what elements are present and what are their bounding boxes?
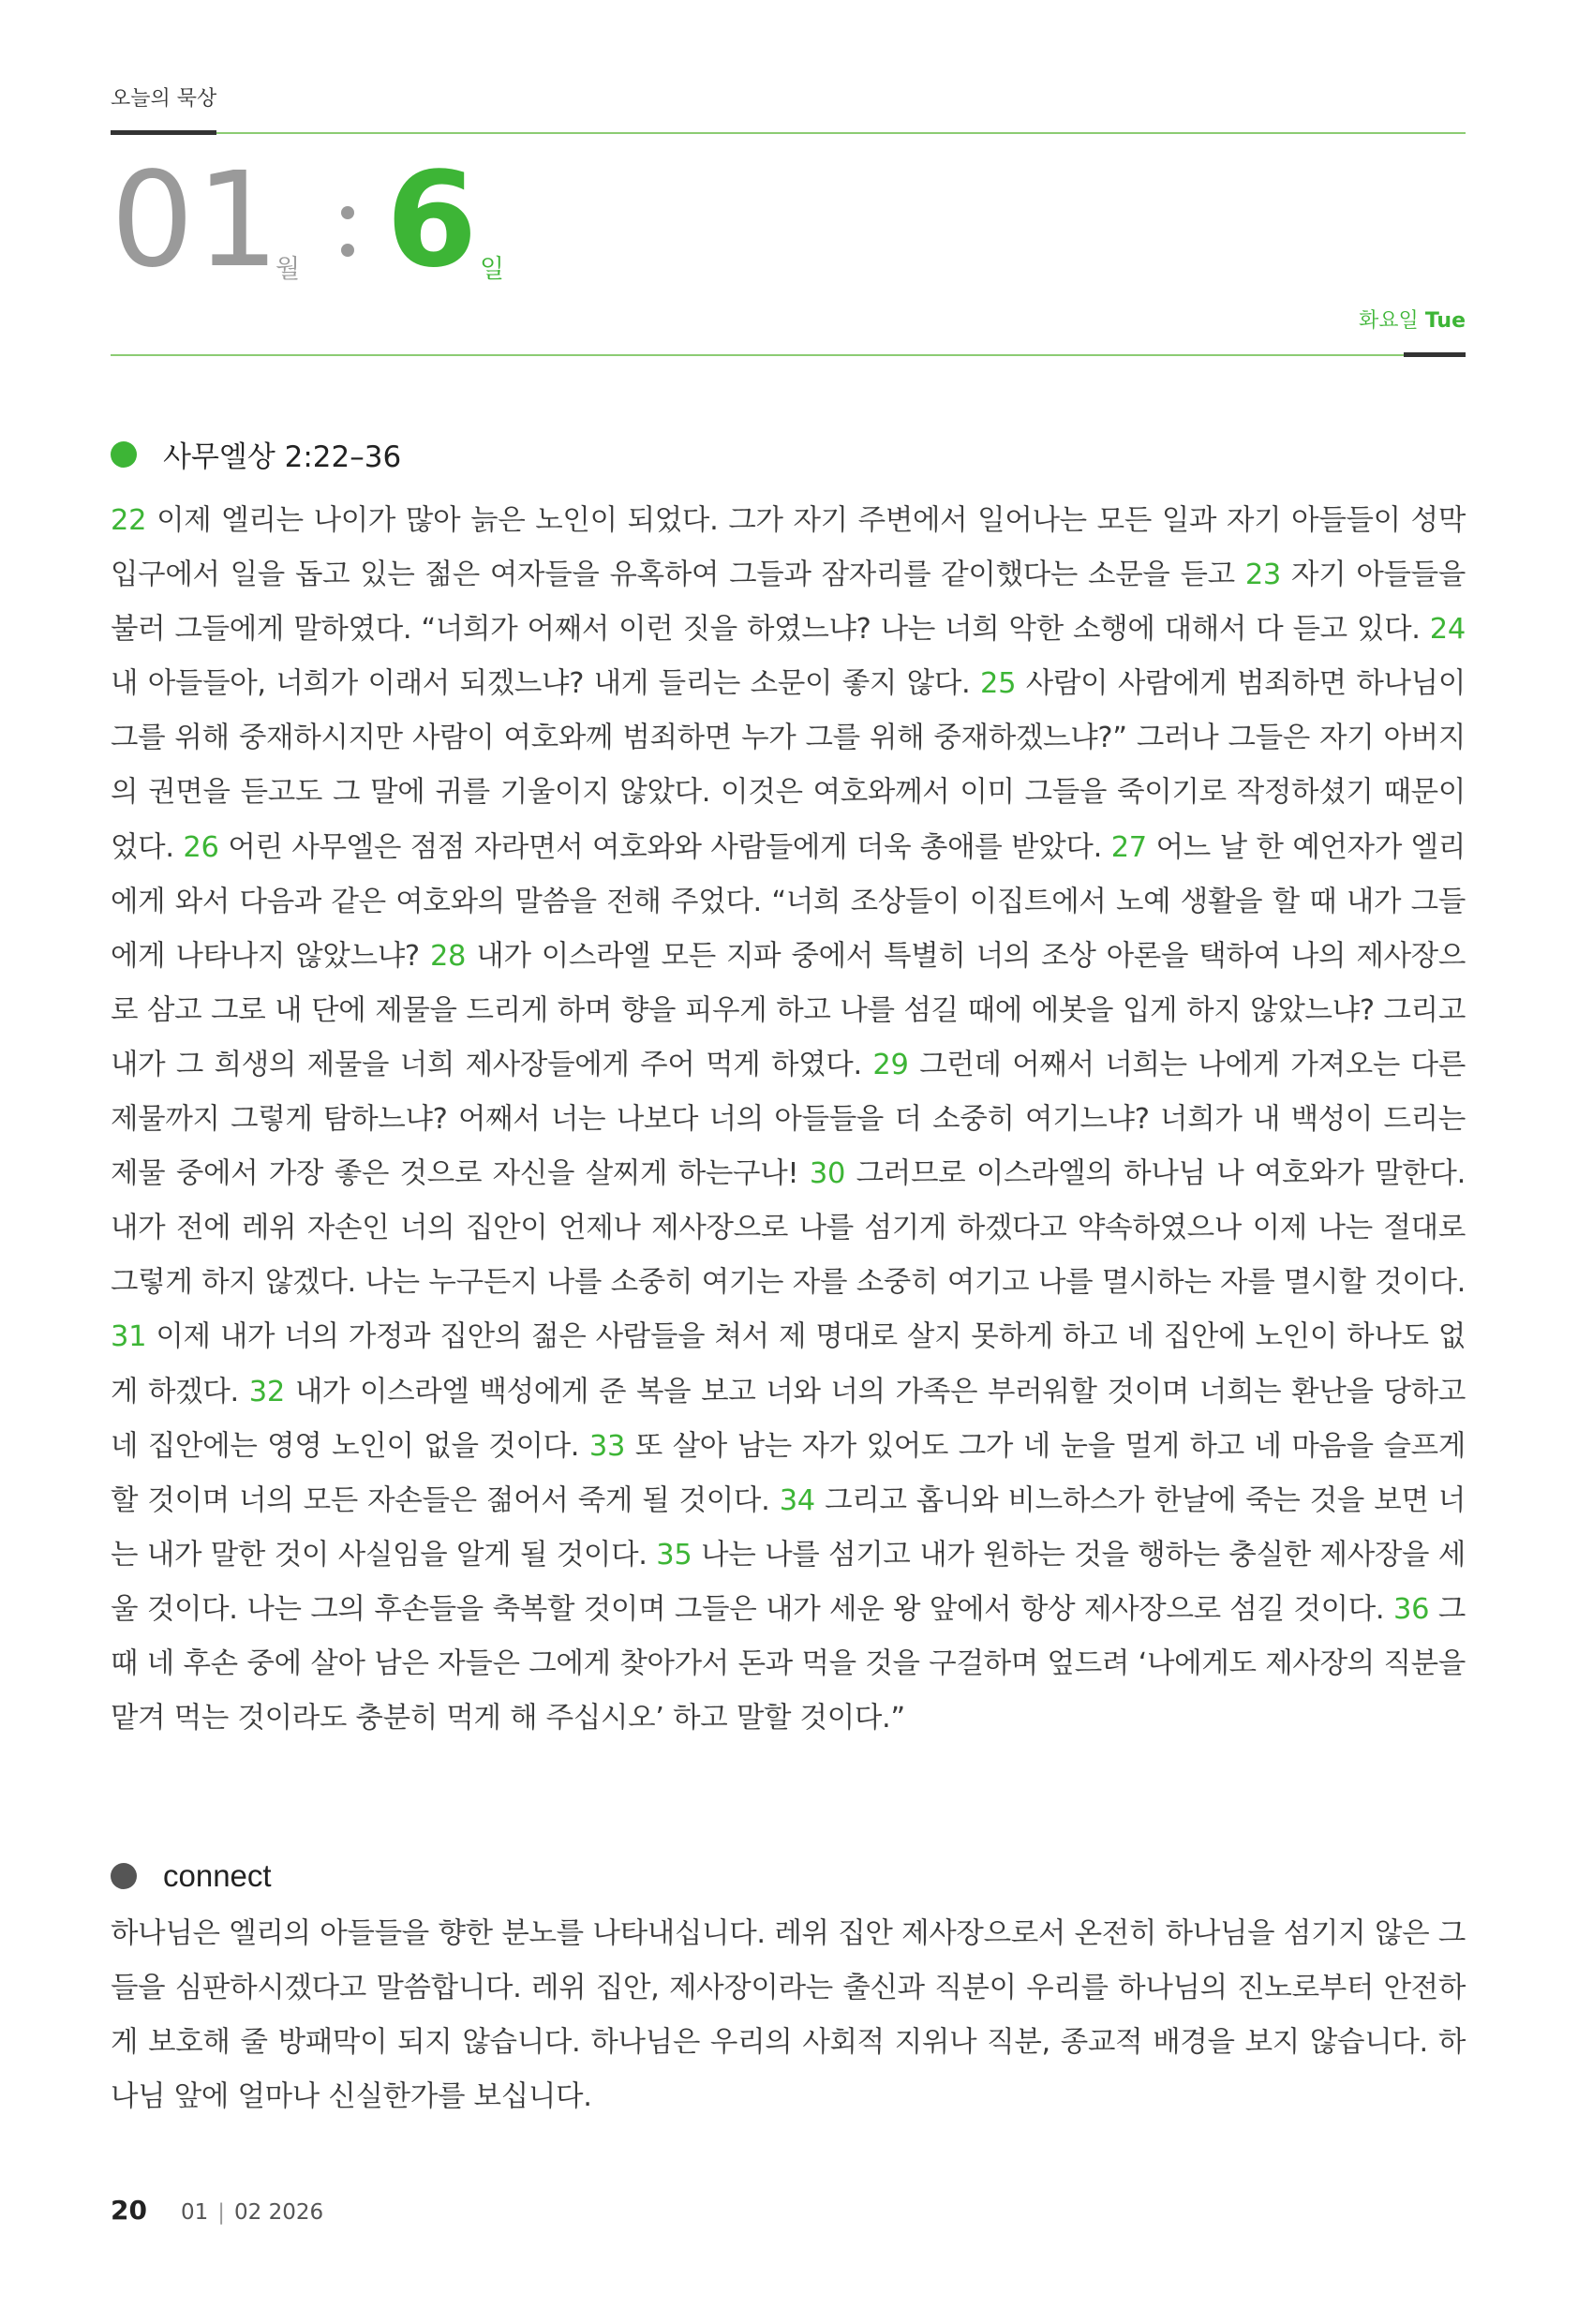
- verse-number: 22: [111, 504, 147, 537]
- verse-number: 31: [111, 1320, 147, 1354]
- verse-text: 또 살아 남는 자가 있어도 그가 네 눈을 멀게 하고 네 마음을 슬프게 할 것이며 너의 모든 자손들은 젊어서 죽게 될 것이다.: [111, 1429, 1466, 1517]
- verse-number: 30: [809, 1157, 846, 1191]
- bullet-dot-icon: [111, 441, 137, 468]
- date-day: 6: [386, 144, 478, 297]
- verse-number: 29: [872, 1048, 909, 1081]
- verse-text: 자기 아들들을 불러 그들에게 말하였다. “너희가 어째서 이런 짓을 하였느냐? 나는 너희 악한 소행에 대해서 다 듣고 있다.: [111, 559, 1466, 647]
- verse-number: 34: [779, 1483, 815, 1517]
- verse-text: 나는 나를 섬기고 내가 원하는 것을 행하는 충실한 제사장을 세울 것이다. 나는 그의 후손들을 축복할 것이며 그들은 내가 세운 왕 앞에서 항상 제사장으로 섬길 것이다.: [111, 1538, 1466, 1626]
- verse-number: 35: [656, 1538, 692, 1572]
- header-rule-dark: [111, 130, 216, 135]
- verse-text: 그때 네 후손 중에 살아 남은 자들은 그에게 찾아가서 돈과 먹을 것을 구걸하며 엎드려 ‘나에게도 제사장의 직분을 맡겨 먹는 것이라도 충분히 먹게 해 주십시오’ 하고 말할 것이다.”: [111, 1592, 1466, 1736]
- date-rule-green: [111, 354, 1404, 356]
- verse-number: 28: [429, 939, 467, 973]
- verse-text: 내가 이스라엘 백성에게 준 복을 보고 너와 너의 가족은 부러워할 것이며 너희는 환난을 당하고 네 집안에는 영영 노인이 없을 것이다.: [111, 1375, 1466, 1463]
- footer: [111, 2195, 323, 2226]
- scripture-body: [111, 494, 1466, 1746]
- page-number: 20: [111, 2195, 147, 2226]
- bullet-dot-icon: [111, 1863, 137, 1889]
- date-month-unit: 월: [275, 255, 301, 284]
- connect-heading: [111, 1858, 272, 1894]
- verse-number: 26: [183, 830, 219, 864]
- verse-number: 24: [1429, 613, 1466, 647]
- issue-month: 01: [180, 2200, 209, 2225]
- issue-separator: |: [217, 2200, 225, 2225]
- weekday: [1359, 305, 1466, 334]
- date-rule-dark: [1404, 352, 1466, 357]
- verse-number: 33: [588, 1429, 626, 1463]
- verse-text: 그리고 홉니와 비느하스가 한날에 죽는 것을 보면 너는 내가 말한 것이 사실임을 알게 될 것이다.: [111, 1483, 1466, 1572]
- verse-text: 어린 사무엘은 점점 자라면서 여호와와 사람들에게 더욱 총애를 받았다.: [218, 830, 1111, 864]
- verse-text: 내가 이스라엘 모든 지파 중에서 특별히 너의 조상 아론을 택하여 나의 제사장으로 삼고 그로 내 단에 제물을 드리게 하며 향을 피우게 하고 나를 섬길 때에 에봇을 입게 하지 않았느냐? 그리고 내가 그 희생의 제물을 너희 제사장들에게 주어 먹게 하였다.: [111, 939, 1466, 1081]
- verse-number: 32: [248, 1375, 285, 1408]
- verse-number: 25: [979, 667, 1017, 701]
- date-colon: [341, 197, 356, 272]
- verse-number: 23: [1244, 559, 1282, 592]
- weekday-kr: 화요일: [1359, 309, 1419, 333]
- issue-date: 02 2026: [234, 2200, 324, 2225]
- verse-text: 내 아들들아, 너희가 이래서 되겠느냐? 내게 들리는 소문이 좋지 않다.: [111, 667, 980, 701]
- verse-text: 이제 엘리는 나이가 많아 늙은 노인이 되었다. 그가 자기 주변에서 일어나는 모든 일과 자기 아들들이 성막 입구에서 일을 돕고 있는 젊은 여자들을 유혹하여 그들과 잠자리를 같이했다는 소문을 듣고: [111, 504, 1466, 592]
- scripture-heading: [111, 433, 401, 475]
- header-label: 오늘의 묵상: [111, 87, 217, 111]
- verse-text: 그런데 어째서 너희는 나에게 가져오는 다른 제물까지 그렇게 탐하느냐? 어째서 너는 나보다 너의 아들들을 더 소중히 여기느냐? 너희가 내 백성이 드리는 제물 중에서 가장 좋은 것으로 자신을 살찌게 하는구나!: [111, 1048, 1466, 1191]
- verse-text: 사람이 사람에게 범죄하면 하나님이 그를 위해 중재하시지만 사람이 여호와께 범죄하면 누가 그를 위해 중재하겠느냐?” 그러나 그들은 자기 아버지의 권면을 듣고도 그 말에 귀를 기울이지 않았다. 이것은 여호와께서 이미 그들을 죽이기로 작정하셨기 때문이었다.: [111, 667, 1466, 864]
- verse-text: 그러므로 이스라엘의 하나님 나 여호와가 말한다. 내가 전에 레위 자손인 너의 집안이 언제나 제사장으로 나를 섬기게 하겠다고 약속하였으나 이제 나는 절대로 그렇게 하지 않겠다. 나는 누구든지 나를 소중히 여기는 자를 소중히 여기고 나를 멸시하는 자를 멸시할 것이다.: [111, 1157, 1466, 1300]
- scripture-title: 사무엘상 2:22–36: [163, 440, 402, 474]
- header-rule-green: [216, 132, 1466, 134]
- verse-text: 어느 날 한 예언자가 엘리에게 와서 다음과 같은 여호와의 말씀을 전해 주었다. “너희 조상들이 이집트에서 노예 생활을 할 때 내가 그들에게 나타나지 않았느냐?: [111, 830, 1466, 973]
- verse-number: 36: [1392, 1592, 1430, 1626]
- date-day-unit: 일: [480, 255, 505, 284]
- weekday-en: Tue: [1424, 309, 1466, 333]
- date-month: 01: [111, 144, 282, 297]
- connect-title: connect: [163, 1858, 272, 1893]
- verse-number: 27: [1110, 830, 1147, 864]
- verse-text: 이제 내가 너의 가정과 집안의 젊은 사람들을 쳐서 제 명대로 살지 못하게 하고 네 집안에 노인이 하나도 없게 하겠다.: [111, 1320, 1466, 1408]
- connect-body: 하나님은 엘리의 아들들을 향한 분노를 나타내십니다. 레위 집안 제사장으로서 온전히 하나님을 섬기지 않은 그들을 심판하시겠다고 말씀합니다. 레위 집안, 제사장이라는 출신과 직분이 우리를 하나님의 진노로부터 안전하게 보호해 줄 방패막이 되지 않습니다. 하나님은 우리의 사회적 지위나 직분, 종교적 배경을 보지 않습니다. 하나님 앞에 얼마나 신실한가를 보십니다.: [111, 1917, 1466, 2114]
